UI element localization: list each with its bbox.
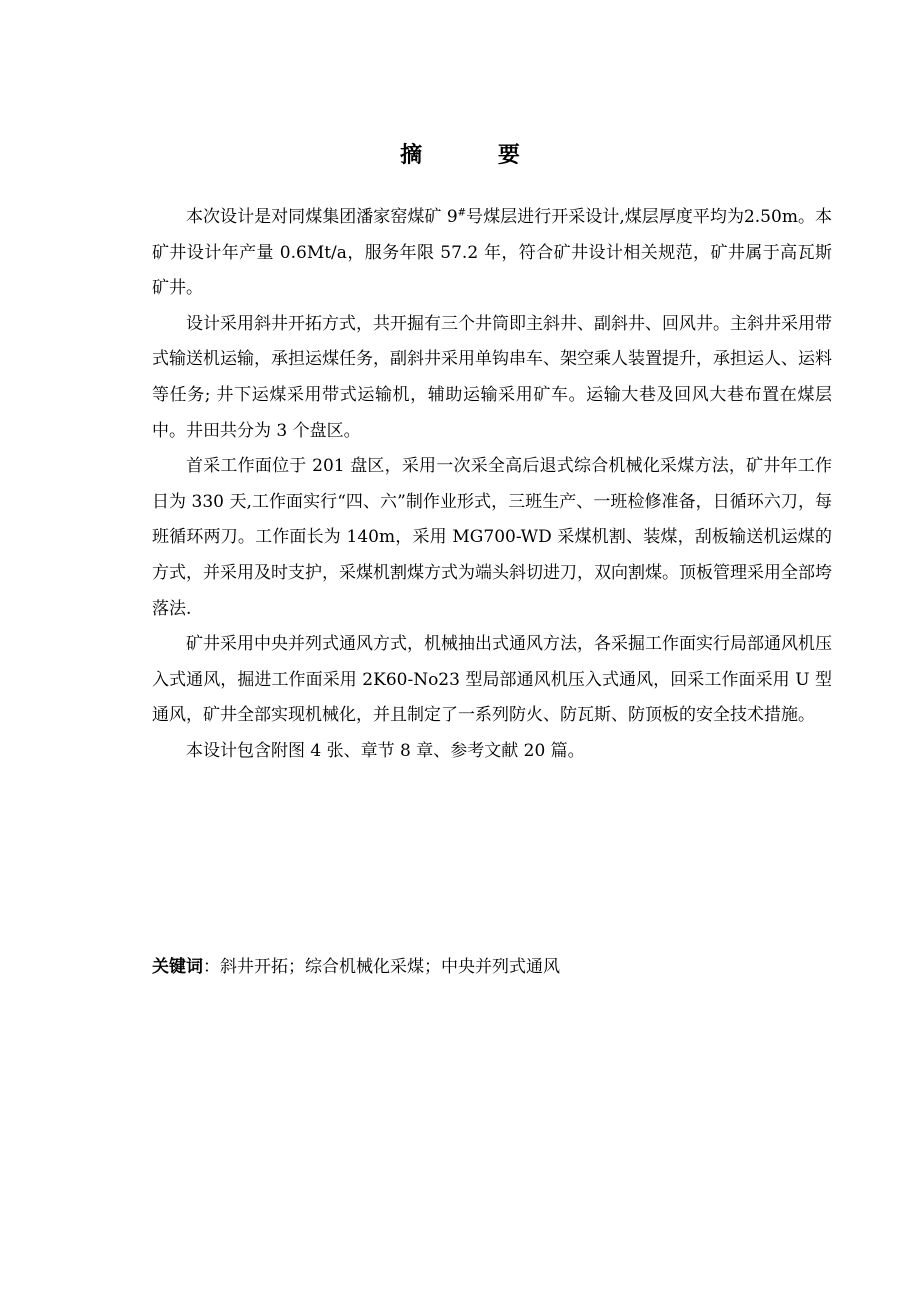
seam-number-superscript: # <box>457 207 467 219</box>
paragraph-ventilation: 矿井采用中央并列式通风方式，机械抽出式通风方法，各采掘工作面实行局部通风机压入式通风，掘进工作面采用 2K60-No23 型局部通风机压入式通风，回采工作面采用 U 型通风，矿井全部实现机械化，并且制定了一系列防火、防瓦斯、防顶板的安全技术措施。 <box>152 634 832 726</box>
keywords-separator: ： <box>203 957 220 977</box>
abstract-title: 摘 要 <box>400 143 554 168</box>
keywords-text: 斜井开拓；综合机械化采煤；中央并列式通风 <box>220 957 560 977</box>
abstract-body <box>152 200 832 770</box>
keywords-line <box>152 950 832 985</box>
keywords-label: 关键词 <box>152 957 203 977</box>
paragraph-1-text-a: 本次设计是对同煤集团潘家窑煤矿 9 <box>186 207 458 227</box>
paragraph-development: 设计采用斜井开拓方式，共开掘有三个井筒即主斜井、副斜井、回风井。主斜井采用带式输送机运输，承担运煤任务，副斜井采用单钩串车、架空乘人装置提升，承担运人、运料等任务; 井下运煤采用带式运输机，辅助运输采用矿车。运输大巷及回风大巷布置在煤层中。井田共分为 3 个盘区。 <box>152 313 832 441</box>
paragraph-design-overview <box>152 200 832 307</box>
paragraph-mining-method: 首采工作面位于 201 盘区，采用一次采全高后退式综合机械化采煤方法，矿井年工作日为 330 天,工作面实行“四、六”制作业形式，三班生产、一班检修准备，日循环六刀，每班循环两刀。工作面长为 140m，采用 MG700-WD 采煤机割、装煤，刮板输送机运煤的方式，并采用及时支护，采煤机割煤方式为端头斜切进刀，双向割煤。顶板管理采用全部垮落法. <box>152 456 832 619</box>
paragraph-contents-summary: 本设计包含附图 4 张、章节 8 章、参考文献 20 篇。 <box>186 740 585 761</box>
paragraph-1-text-b: 号煤层进行开采设计,煤层厚度平均为2.50m。本矿井设计年产量 0.6Mt/a，服务年限 57.2 年，符合矿井设计相关规范，矿井属于高瓦斯矿井。 <box>152 207 832 299</box>
